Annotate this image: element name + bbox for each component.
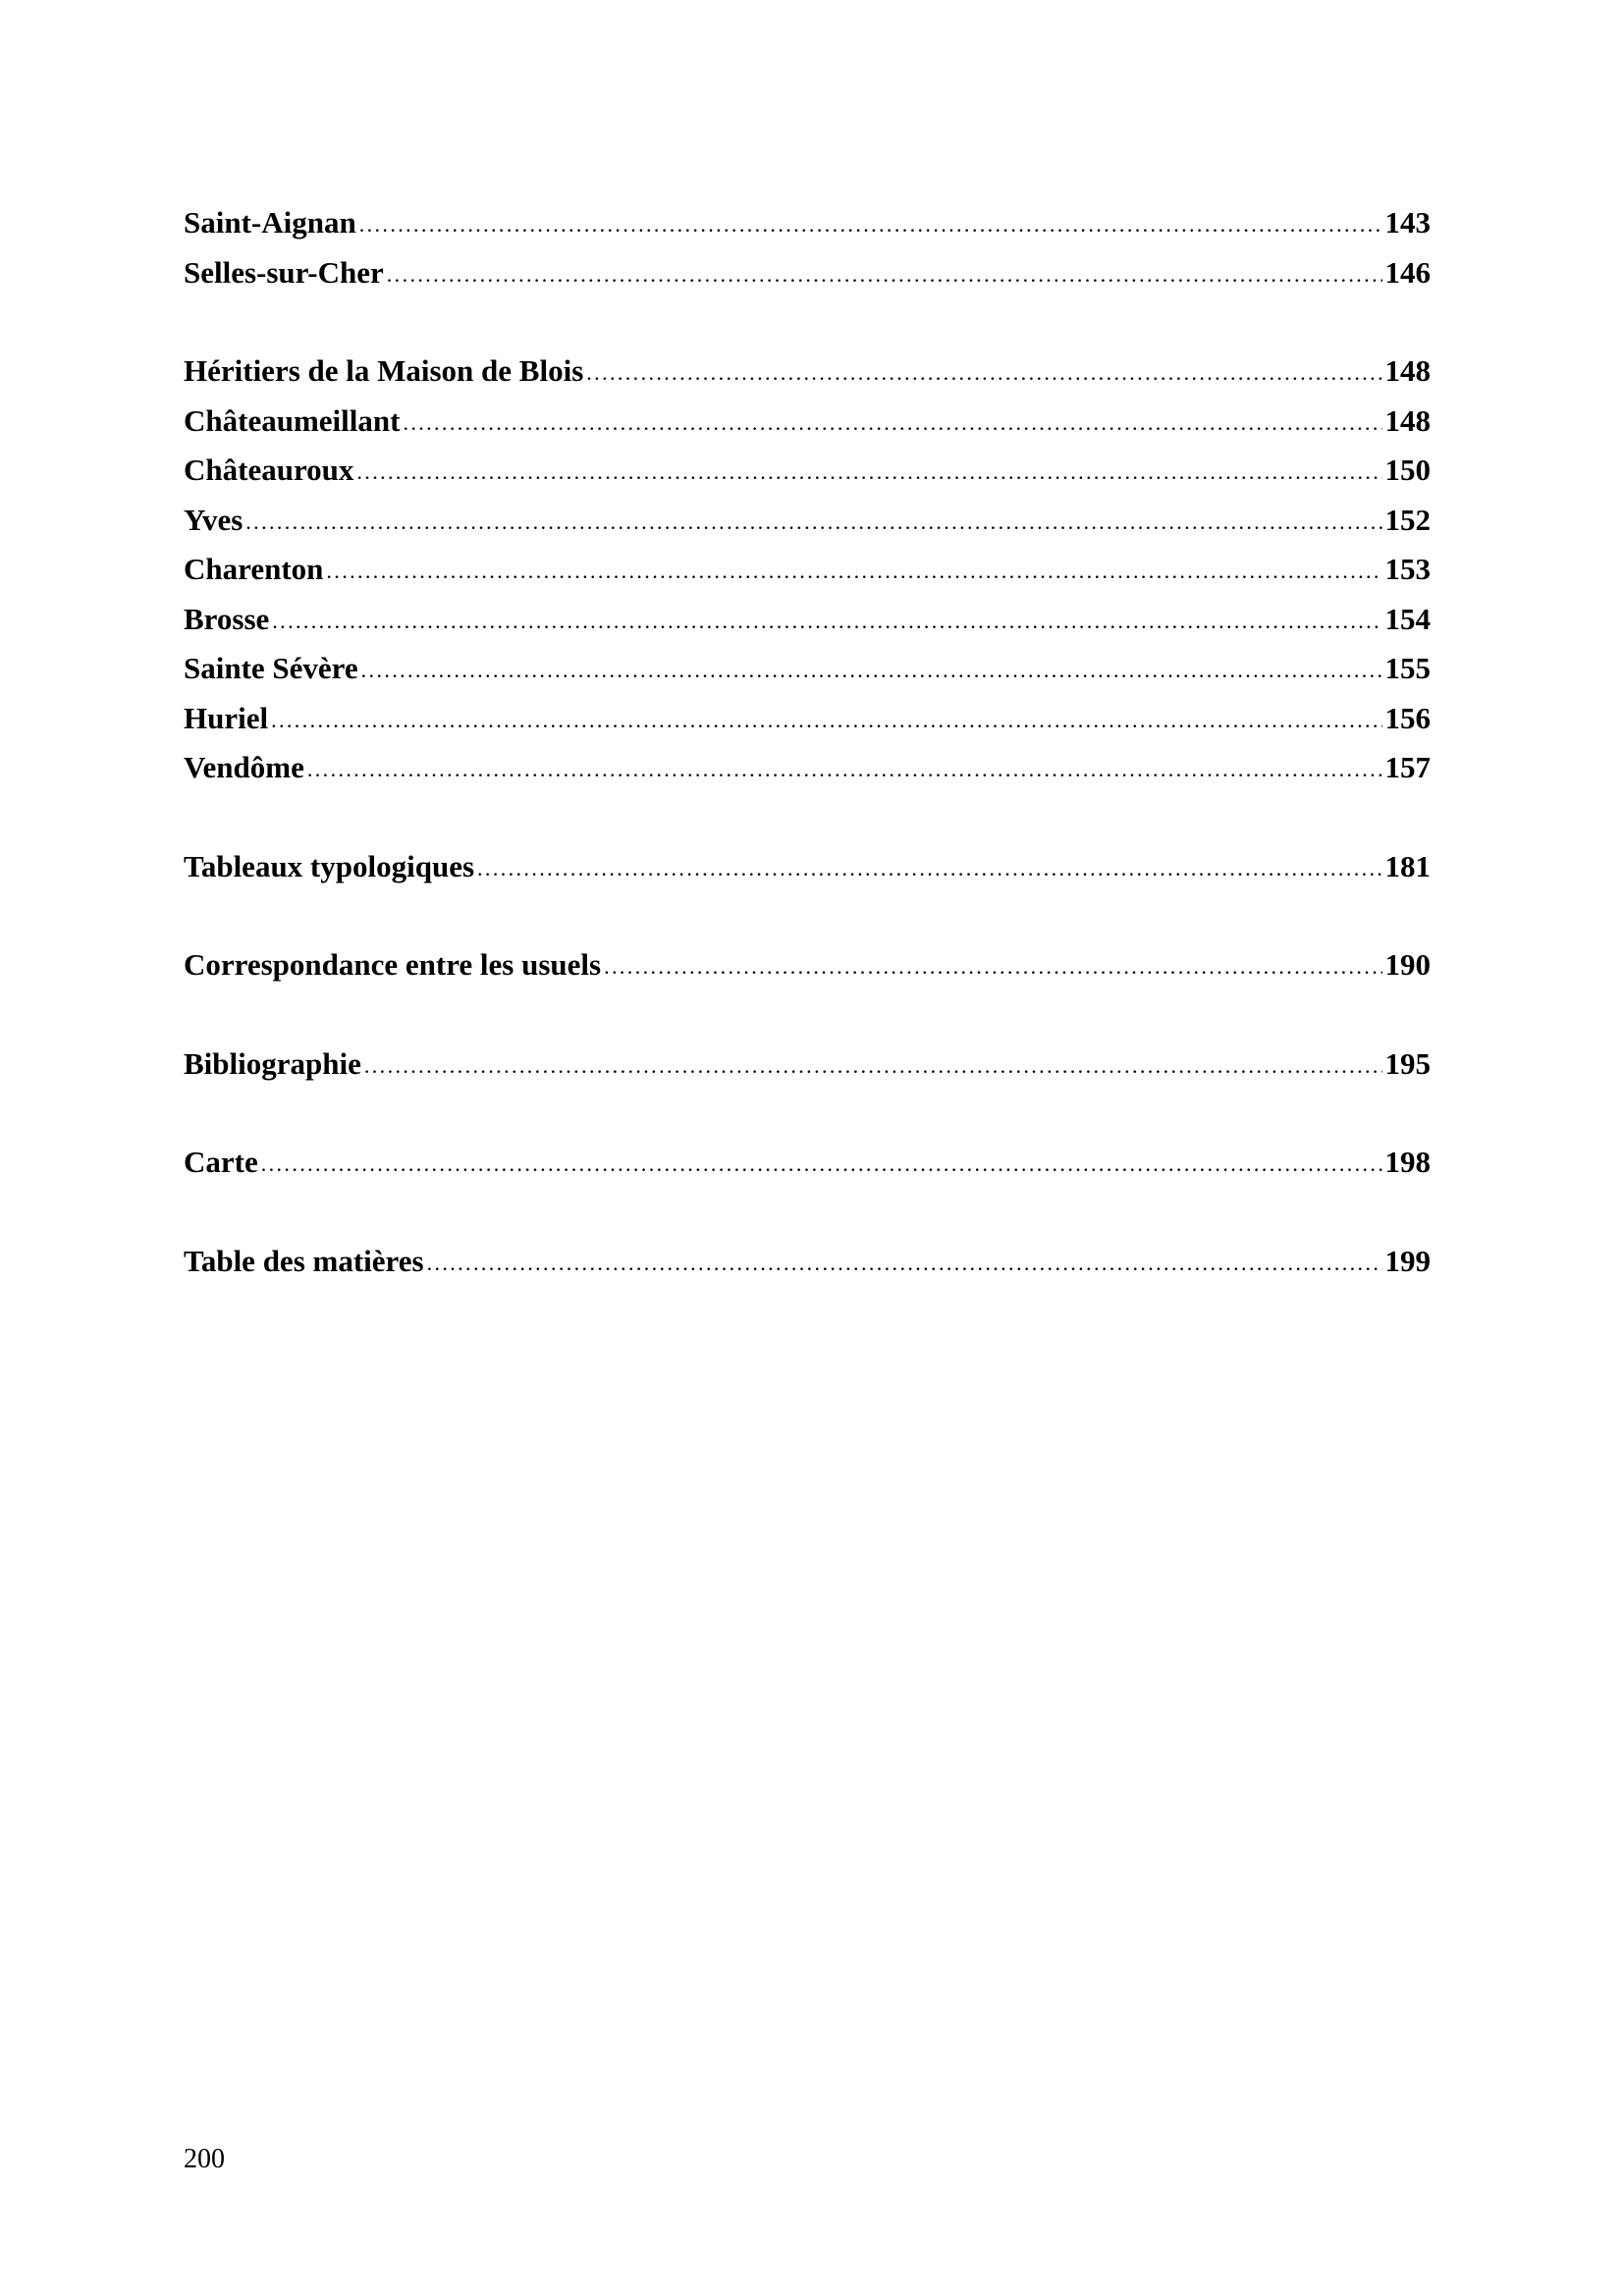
dot-leader [403, 399, 1381, 449]
toc-entry-page: 181 [1384, 848, 1431, 883]
toc-group [184, 1040, 1431, 1090]
toc-entry-page: 157 [1384, 750, 1431, 784]
toc-entry-label: Selles-sur-Cher [184, 254, 384, 290]
dot-leader [361, 646, 1382, 696]
toc-entry-page: 148 [1384, 402, 1431, 438]
toc-entry-sainte-severe[interactable] [184, 644, 1431, 694]
toc-entry-chateauroux[interactable] [184, 446, 1431, 496]
dot-leader [427, 1239, 1382, 1289]
toc-entry-page: 198 [1384, 1145, 1431, 1179]
toc-entry-page: 153 [1384, 552, 1431, 586]
toc-entry-correspondance-usuels[interactable] [184, 940, 1431, 990]
dot-leader [245, 498, 1381, 548]
page-number: 200 [184, 2144, 225, 2174]
dot-leader [604, 942, 1381, 992]
dot-leader [271, 696, 1381, 746]
toc-entry-label: Châteauroux [184, 453, 354, 487]
dot-leader [307, 745, 1382, 795]
toc-entry-yves[interactable] [184, 496, 1431, 546]
toc-entry-page: 148 [1384, 353, 1431, 388]
toc-entry-page: 150 [1384, 453, 1431, 487]
toc-entry-page: 143 [1384, 205, 1431, 240]
toc-entry-label: Bibliographie [184, 1045, 361, 1081]
toc-group [184, 940, 1431, 990]
toc-entry-charenton[interactable] [184, 545, 1431, 595]
toc-entry-page: 152 [1384, 502, 1431, 537]
toc-entry-label: Yves [184, 502, 244, 537]
toc-entry-label: Héritiers de la Maison de Blois [184, 353, 584, 388]
toc-entry-bibliographie[interactable] [184, 1040, 1431, 1090]
toc-entry-brosse[interactable] [184, 595, 1431, 645]
toc-entry-carte[interactable] [184, 1138, 1431, 1188]
toc-entry-page: 146 [1384, 254, 1431, 290]
dot-leader [477, 844, 1381, 894]
toc-entry-label: Saint-Aignan [184, 205, 356, 240]
dot-leader [586, 348, 1381, 399]
toc-entry-label: Brosse [184, 601, 270, 636]
toc-entry-selles-sur-cher[interactable] [184, 248, 1431, 298]
toc-entry-page: 195 [1384, 1045, 1431, 1081]
dot-leader [326, 547, 1381, 597]
toc-entry-huriel[interactable] [184, 694, 1431, 744]
dot-leader [359, 200, 1382, 250]
toc-entry-page: 156 [1384, 700, 1431, 735]
dot-leader [261, 1140, 1382, 1190]
toc-entry-label: Charenton [184, 552, 324, 586]
toc-entry-chateaumeillant[interactable] [184, 397, 1431, 447]
toc-entry-saint-aignan[interactable] [184, 198, 1431, 248]
toc-group [184, 347, 1431, 793]
toc-entry-heritiers-maison-de-blois[interactable] [184, 347, 1431, 397]
dot-leader [387, 250, 1382, 300]
toc-entry-label: Châteaumeillant [184, 402, 401, 438]
toc-group [184, 198, 1431, 297]
toc-entry-label: Huriel [184, 700, 269, 735]
toc-entry-vendome[interactable] [184, 743, 1431, 793]
toc-group [184, 1237, 1431, 1287]
toc-entry-page: 155 [1384, 651, 1431, 685]
toc-entry-label: Vendôme [184, 750, 304, 784]
dot-leader [272, 597, 1381, 647]
dot-leader [364, 1041, 1382, 1092]
toc-entry-page: 190 [1384, 947, 1431, 982]
toc-entry-label: Tableaux typologiques [184, 848, 475, 883]
toc-entry-page: 154 [1384, 601, 1431, 636]
toc-entry-label: Table des matières [184, 1243, 424, 1278]
dot-leader [356, 448, 1381, 498]
toc-entry-label: Carte [184, 1145, 258, 1179]
toc-entry-label: Sainte Sévère [184, 651, 358, 685]
toc-entry-tableaux-typologiques[interactable] [184, 842, 1431, 892]
toc-entry-table-des-matieres[interactable] [184, 1237, 1431, 1287]
toc-entry-label: Correspondance entre les usuels [184, 947, 602, 982]
toc-group [184, 842, 1431, 892]
toc-group [184, 1138, 1431, 1188]
toc-entry-page: 199 [1384, 1243, 1431, 1278]
table-of-contents [184, 198, 1431, 1335]
